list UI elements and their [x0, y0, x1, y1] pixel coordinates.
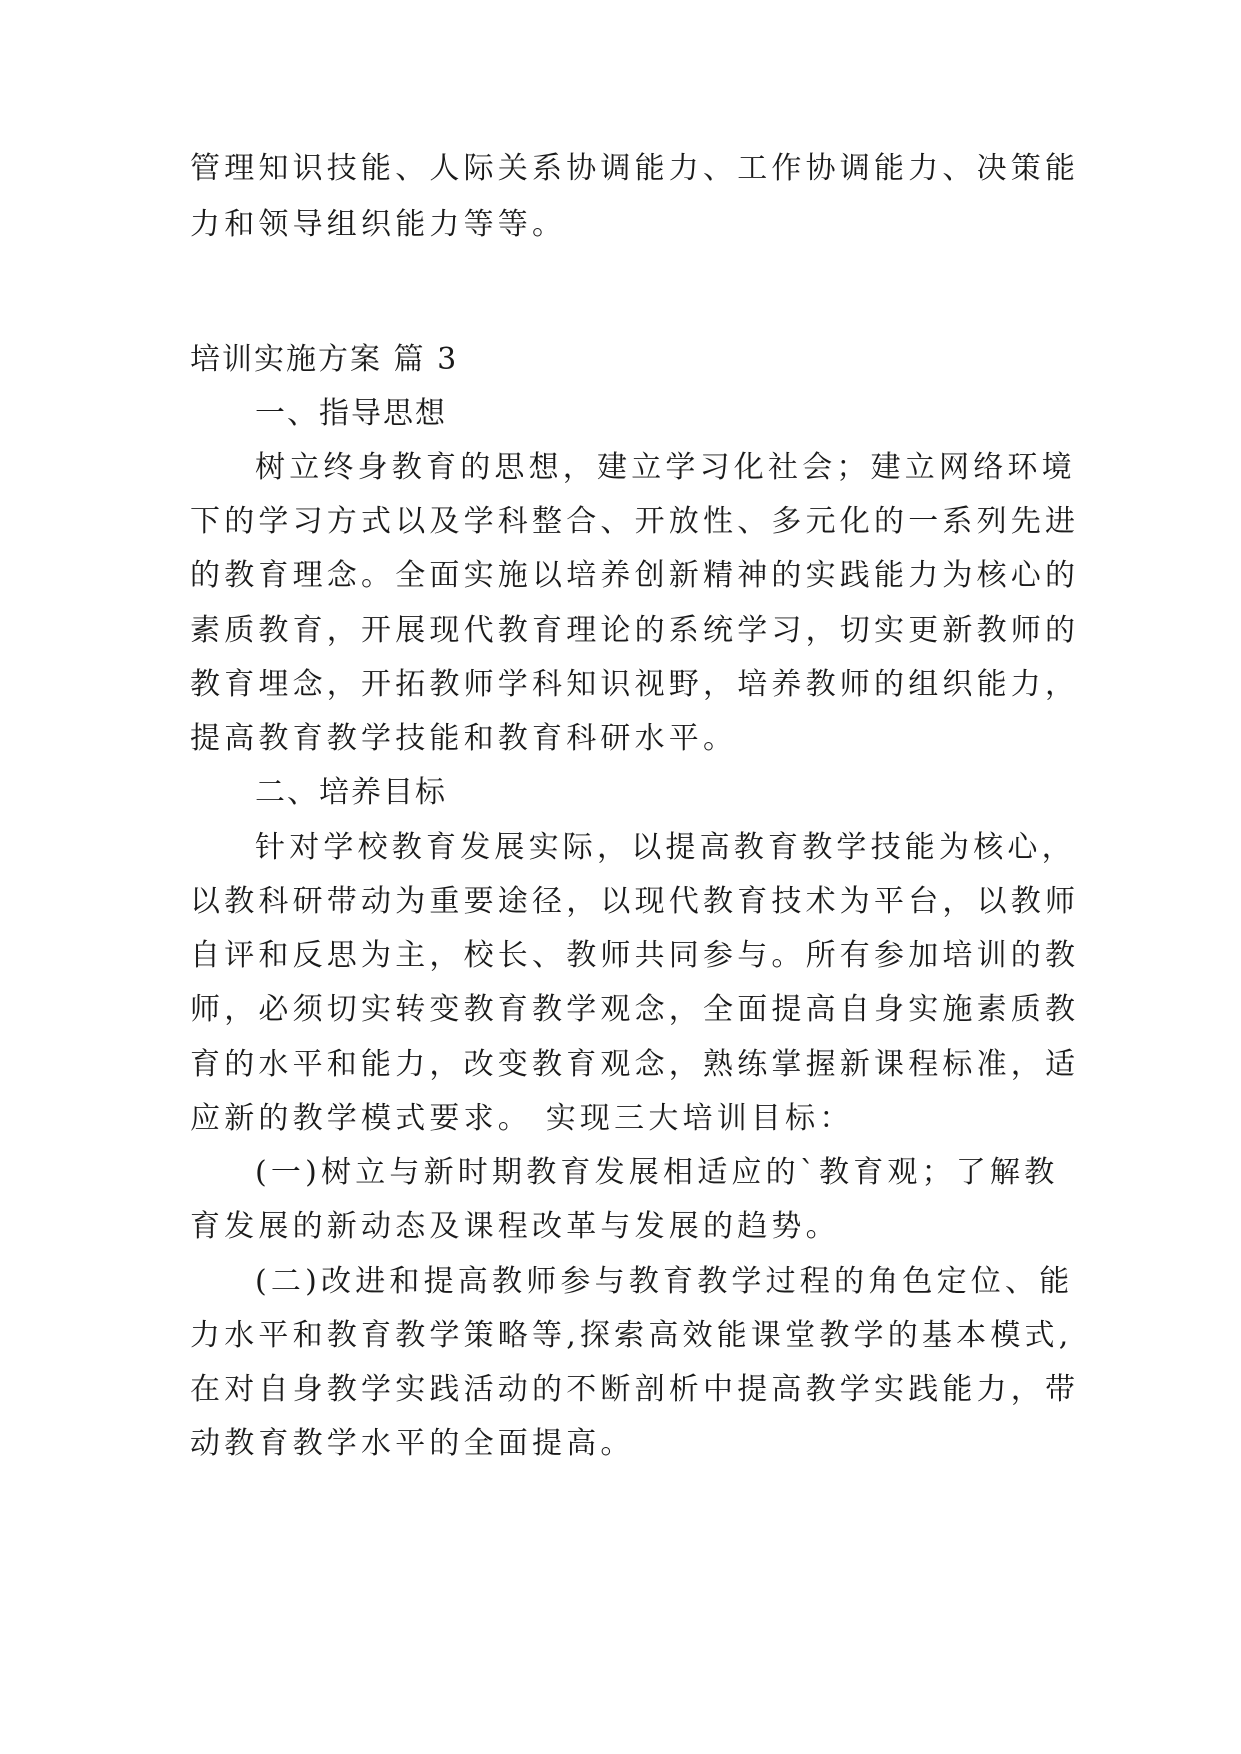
text-line: 力水平和教育教学策略等,探索高效能课堂教学的基本模式,	[190, 1318, 1073, 1353]
text-line: 育发展的新动态及课程改革与发展的趋势。	[190, 1209, 840, 1244]
section-heading: 二、培养目标	[255, 775, 447, 810]
paragraph-first-line: 树立终身教育的思想，建立学习化社会；建立网络环境	[255, 450, 1076, 485]
text-line: 力和领导组织能力等等。	[190, 207, 567, 242]
list-item-first-line: (二)改进和提高教师参与教育教学过程的角色定位、能	[255, 1264, 1074, 1299]
text-line: 动教育教学水平的全面提高。	[190, 1426, 635, 1461]
text-line: 素质教育，开展现代教育理论的系统学习，切实更新教师的	[190, 613, 1080, 648]
section-title: 培训实施方案 篇 3	[190, 342, 459, 377]
section-heading: 一、指导思想	[255, 396, 447, 431]
text-line: 在对自身教学实践活动的不断剖析中提高教学实践能力，带	[190, 1372, 1080, 1407]
text-line: 师，必须切实转变教育教学观念，全面提高自身实施素质教	[190, 992, 1080, 1027]
text-line: 育的水平和能力，改变教育观念，熟练掌握新课程标准，适	[190, 1047, 1080, 1082]
list-item-first-line: (一)树立与新时期教育发展相适应的`教育观；了解教	[255, 1155, 1059, 1190]
text-line: 教育埋念，开拓教师学科知识视野，培养教师的组织能力，	[190, 667, 1080, 702]
paragraph-first-line: 针对学校教育发展实际，以提高教育教学技能为核心，	[255, 830, 1076, 865]
text-line: 以教科研带动为重要途径，以现代教育技术为平台，以教师	[190, 884, 1080, 919]
text-line: 的教育理念。全面实施以培养创新精神的实践能力为核心的	[190, 558, 1080, 593]
text-line: 自评和反思为主，校长、教师共同参与。所有参加培训的教	[190, 938, 1080, 973]
text-line: 下的学习方式以及学科整合、开放性、多元化的一系列先进	[190, 504, 1080, 539]
text-line: 应新的教学模式要求。 实现三大培训目标：	[190, 1101, 854, 1136]
text-line: 提高教育教学技能和教育科研水平。	[190, 721, 738, 756]
text-line: 管理知识技能、人际关系协调能力、工作协调能力、决策能	[190, 151, 1080, 186]
